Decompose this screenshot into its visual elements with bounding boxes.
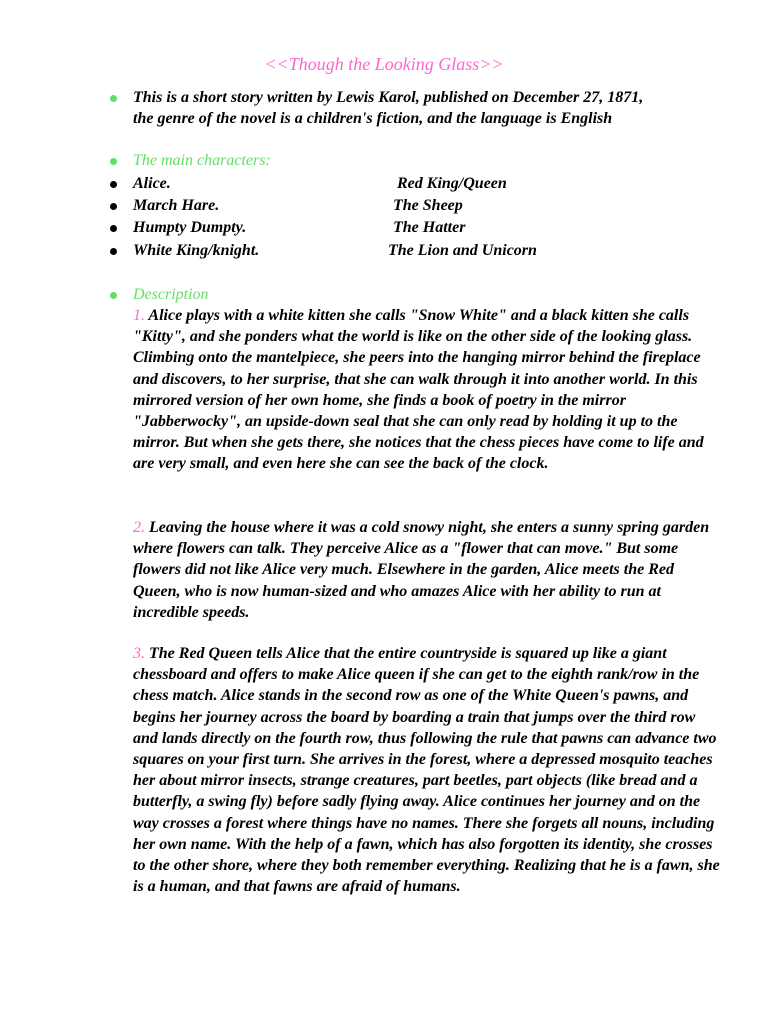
paragraph-number: 2. (133, 519, 145, 536)
bullet-icon (110, 248, 117, 255)
paragraph-text: Alice plays with a white kitten she calls "Snow White" and a black kitten she calls "Kitty", and she ponders what the world is like on the other side of the looking glass. Climbing onto the mantelpiece, she peers into the hanging mirror behind the fireplace and discovers, to her surprise, that she can walk through it into another world. In this mirrored version of her own home, she finds a book of poetry in the mirror "Jabberwocky", an upside-down seal that she can only read by holding it up to the mirror. But when she gets there, she notices that the chess pieces have come to life and are very small, and even here she can see the back of the clock. (133, 307, 704, 473)
bullet-icon (110, 292, 117, 299)
bullet-icon (110, 95, 117, 102)
character-right: The Hatter (393, 219, 466, 236)
bullet-icon (110, 203, 117, 210)
description-paragraph-2 (133, 517, 723, 623)
character-right: The Lion and Unicorn (388, 242, 537, 259)
description-heading: Description (133, 286, 209, 303)
character-left: Humpty Dumpty. (133, 219, 247, 236)
character-right: The Sheep (393, 197, 463, 214)
description-paragraph-3 (133, 643, 723, 897)
paragraph-number: 3. (133, 645, 145, 662)
intro-line-1: This is a short story written by Lewis Karol, published on December 27, 1871, (133, 89, 644, 106)
paragraph-number: 1. (133, 307, 145, 324)
paragraph-text: The Red Queen tells Alice that the entire countryside is squared up like a giant chessboard and offers to make Alice queen if she can get to the eighth rank/row in the chess match. Alice stands in the second row as one of the White Queen's pawns, and begins her journey across the board by boarding a train that jumps over the third row and lands directly on the fourth row, thus following the rule that pawns can advance two squares on your first turn. She arrives in the forest, where a depressed mosquito teaches her about mirror insects, strange creatures, part beetles, part objects (like bread and a butterfly, a swing fly) before sadly flying away. Alice continues her journey and on the way crosses a forest where things have no names. There she forgets all nouns, including her own name. With the help of a fawn, which has also forgotten its identity, she crosses to the other shore, where they both remember everything. Realizing that he is a fawn, she is a human, and that fawns are afraid of humans. (133, 645, 720, 896)
paragraph-text: Leaving the house where it was a cold snowy night, she enters a sunny spring garden where flowers can talk. They perceive Alice as a "flower that can move." But some flowers did not like Alice very much. Elsewhere in the garden, Alice meets the Red Queen, who is now human-sized and who amazes Alice with her ability to run at incredible speeds. (133, 519, 710, 621)
description-paragraph-1 (133, 305, 723, 475)
character-left: March Hare. (133, 197, 220, 214)
character-right: Red King/Queen (397, 175, 507, 192)
document-title: <<Though the Looking Glass>> (264, 54, 504, 74)
intro-line-2: the genre of the novel is a children's fiction, and the language is English (133, 110, 613, 127)
character-left: White King/knight. (133, 242, 260, 259)
characters-heading: The main characters: (133, 152, 271, 169)
bullet-icon (110, 225, 117, 232)
bullet-icon (110, 158, 117, 165)
bullet-icon (110, 181, 117, 188)
character-left: Alice. (133, 175, 171, 192)
